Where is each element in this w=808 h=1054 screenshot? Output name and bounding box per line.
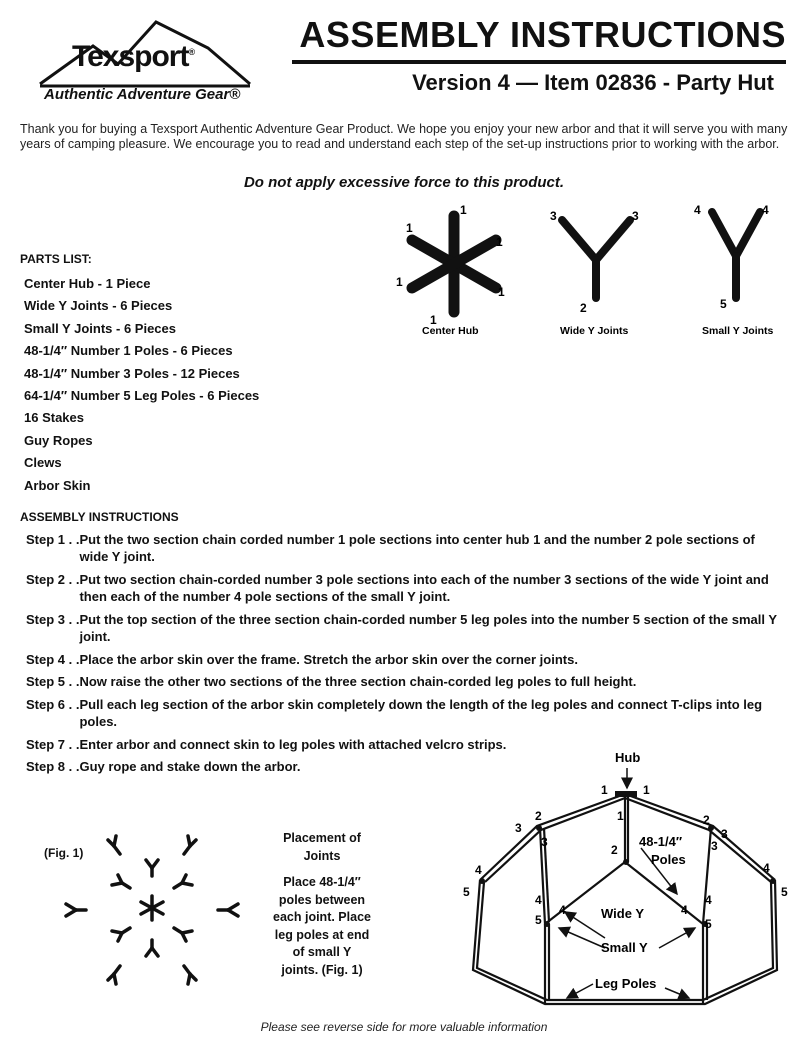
small-y-joint-icon bbox=[66, 904, 86, 916]
list-item: Clews bbox=[24, 455, 62, 471]
note-line: leg poles at end bbox=[274, 927, 370, 942]
step-label: Step 4 . . bbox=[26, 652, 80, 667]
step-text: Now raise the other two sections of the three section chain-corded leg poles to full height. bbox=[79, 674, 637, 689]
step-label: Step 3 . . bbox=[26, 612, 80, 627]
step-2 bbox=[26, 571, 786, 605]
footer-note: Please see reverse side for more valuable information bbox=[260, 1020, 548, 1034]
small-y-joint-icon bbox=[184, 836, 196, 854]
wide-y-joint-label: Wide Y Joints bbox=[560, 325, 629, 337]
center-hub-icon bbox=[412, 216, 496, 312]
hub-joint-number: 1 bbox=[496, 235, 503, 249]
frame-diagram bbox=[455, 742, 800, 1014]
small-y-joint-icon bbox=[712, 212, 760, 298]
warning-text: Do not apply excessive force to this product. bbox=[243, 174, 565, 191]
wide-y-joint-icon bbox=[562, 220, 630, 298]
note-line: of small Y bbox=[292, 945, 352, 959]
note-line: joints. (Fig. 1) bbox=[281, 962, 363, 977]
intro-paragraph: Thank you for buying a Texsport Authentic Adventure Gear Product. We hope you enjoy your new arbor and that it will serve you with many years of camping pleasure. We encourage you to read and understand each step of the set-up instructions prior to working with the arbor. bbox=[20, 122, 788, 151]
joint-number: 2 bbox=[703, 813, 710, 827]
list-item: 48-1/4″ Number 1 Poles - 6 Pieces bbox=[24, 343, 233, 359]
hub-icon bbox=[615, 791, 637, 797]
joint-number: 5 bbox=[705, 917, 712, 931]
joint-number: 5 bbox=[463, 885, 470, 899]
small-y-joint-number: 5 bbox=[720, 297, 727, 311]
wide-y-joint-icon bbox=[174, 875, 192, 888]
leg-poles-label: Leg Poles bbox=[595, 976, 657, 991]
step-label: Step 6 . . bbox=[26, 697, 80, 712]
title-divider bbox=[292, 60, 786, 64]
step-4 bbox=[26, 651, 786, 668]
small-y-joint-label: Small Y Joints bbox=[702, 325, 774, 337]
list-item: Guy Ropes bbox=[24, 432, 93, 448]
list-item: Arbor Skin bbox=[24, 477, 91, 493]
small-y-joint-number: 4 bbox=[762, 203, 769, 217]
center-hub-icon bbox=[141, 896, 163, 920]
hub-joint-number: 1 bbox=[406, 221, 413, 235]
list-item: 16 Stakes bbox=[24, 410, 84, 426]
poles-label: Poles bbox=[651, 852, 686, 867]
step-text: Put two section chain-corded number 3 pole sections into each of the number 3 sections of the wide Y joint and then each of the number 4 pole sections of the small Y joint. bbox=[79, 572, 769, 604]
placement-note bbox=[262, 830, 382, 979]
joint-number: 5 bbox=[781, 885, 788, 899]
wide-y-joint-icon bbox=[146, 860, 158, 876]
joint-placement-figure bbox=[60, 820, 250, 1000]
note-line: poles between bbox=[278, 892, 366, 907]
joint-number: 4 bbox=[475, 863, 482, 877]
wide-y-joint-icon bbox=[174, 928, 192, 941]
poles-label: 48-1/4″ bbox=[639, 834, 683, 849]
step-label: Step 2 . . bbox=[26, 572, 80, 587]
small-y-joint-icon bbox=[218, 904, 238, 916]
step-text: Put the two section chain corded number 1 pole sections into center hub 1 and the number 2 pole sections of wide Y joint. bbox=[79, 532, 755, 564]
list-item: 48-1/4″ Number 3 Poles - 12 Pieces bbox=[24, 365, 240, 381]
joint-number: 1 bbox=[601, 783, 608, 797]
joint-number: 4 bbox=[559, 903, 566, 917]
note-line: each joint. Place bbox=[273, 910, 371, 924]
joint-number: 3 bbox=[711, 839, 718, 853]
joint-number: 4 bbox=[763, 861, 770, 875]
hub-joint-number: 1 bbox=[498, 285, 505, 299]
joint-number: 1 bbox=[643, 783, 650, 797]
step-text: Put the top section of the three section chain-corded number 5 leg poles into the number 5 section of the small Y joint. bbox=[79, 612, 777, 644]
joint-number: 3 bbox=[515, 821, 522, 835]
small-y-joint-icon bbox=[108, 966, 120, 984]
hub-joint-number: 1 bbox=[430, 313, 437, 327]
wide-y-joint-number: 3 bbox=[632, 209, 639, 223]
step-3 bbox=[26, 611, 786, 645]
wide-y-joint-icon bbox=[112, 875, 130, 888]
brand-tagline: Authentic Adventure Gear® bbox=[44, 86, 241, 103]
wide-y-joint-number: 3 bbox=[550, 209, 557, 223]
wide-y-label: Wide Y bbox=[601, 906, 644, 921]
joint-number: 4 bbox=[535, 893, 542, 907]
assembly-heading: ASSEMBLY INSTRUCTIONS bbox=[20, 510, 179, 524]
small-y-joint-icon bbox=[184, 966, 196, 984]
center-hub-label: Center Hub bbox=[422, 325, 479, 337]
wide-y-joint-icon bbox=[146, 940, 158, 956]
page-subtitle: Version 4 — Item 02836 - Party Hut bbox=[412, 70, 774, 95]
page-title: ASSEMBLY INSTRUCTIONS bbox=[299, 14, 786, 55]
joint-number: 2 bbox=[611, 843, 618, 857]
step-5 bbox=[26, 673, 786, 690]
wide-y-joint-number: 2 bbox=[580, 301, 587, 315]
placement-title: Placement of bbox=[283, 831, 361, 845]
joint-number: 3 bbox=[541, 835, 548, 849]
step-6 bbox=[26, 696, 786, 730]
joint-number: 5 bbox=[535, 913, 542, 927]
joint-diagrams bbox=[390, 198, 800, 343]
list-item: Center Hub - 1 Piece bbox=[24, 276, 151, 291]
joint-number: 3 bbox=[721, 827, 728, 841]
step-text: Enter arbor and connect skin to leg poles with attached velcro strips. bbox=[79, 737, 507, 752]
joint-number: 2 bbox=[535, 809, 542, 823]
step-label: Step 8 . . bbox=[26, 759, 80, 774]
list-item: Small Y Joints - 6 Pieces bbox=[24, 320, 176, 336]
brand-name: Texsport® bbox=[72, 40, 195, 73]
joint-number: 4 bbox=[681, 903, 688, 917]
small-y-label: Small Y bbox=[601, 940, 648, 955]
small-y-joint-number: 4 bbox=[694, 203, 701, 217]
step-label: Step 1 . . bbox=[26, 532, 80, 547]
placement-title: Joints bbox=[303, 848, 341, 863]
figure-label: (Fig. 1) bbox=[44, 846, 84, 860]
list-item: 64-1/4″ Number 5 Leg Poles - 6 Pieces bbox=[24, 387, 260, 403]
step-text: Pull each leg section of the arbor skin completely down the length of the leg poles and connect T-clips into leg poles. bbox=[79, 697, 763, 729]
step-text: Place the arbor skin over the frame. Stretch the arbor skin over the corner joints. bbox=[79, 652, 578, 667]
step-text: Guy rope and stake down the arbor. bbox=[79, 759, 301, 774]
step-label: Step 5 . . bbox=[26, 674, 80, 689]
joint-number: 1 bbox=[617, 809, 624, 823]
small-y-joint-icon bbox=[108, 836, 120, 854]
note-line: Place 48-1/4″ bbox=[283, 875, 361, 889]
step-1 bbox=[26, 531, 786, 565]
parts-list bbox=[24, 274, 259, 498]
parts-list-heading: PARTS LIST: bbox=[20, 252, 92, 266]
hub-joint-number: 1 bbox=[460, 203, 467, 217]
wide-y-joint-icon bbox=[112, 928, 130, 941]
hub-joint-number: 1 bbox=[396, 275, 403, 289]
joint-number: 4 bbox=[705, 893, 712, 907]
step-label: Step 7 . . bbox=[26, 737, 80, 752]
list-item: Wide Y Joints - 6 Pieces bbox=[24, 298, 173, 314]
hub-label: Hub bbox=[615, 750, 641, 765]
